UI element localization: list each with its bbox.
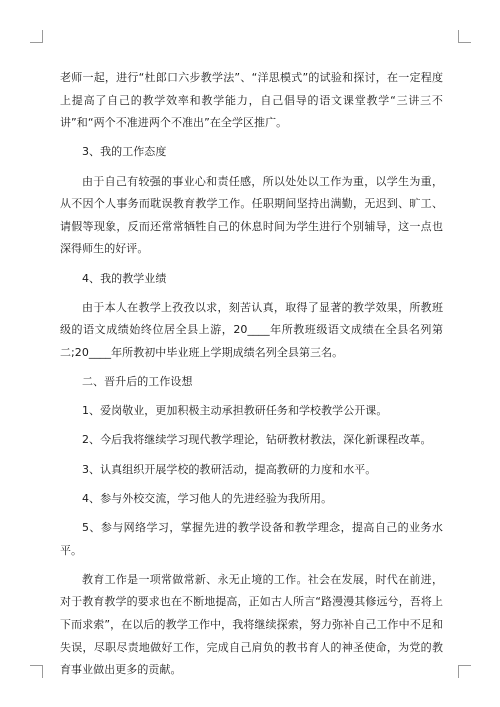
crop-mark-bottom-left [30, 665, 43, 678]
plan-item-2: 2、今后我将继续学习现代教学理论，钻研教材教法，深化新课程改革。 [82, 433, 432, 447]
section-heading-future-plans: 二、晋升后的工作设想 [82, 375, 193, 389]
plan-item-1: 1、爱岗敬业，更加积极主动承担教研任务和学校教学公开课。 [82, 404, 388, 418]
paragraph-work-attitude: 由于自己有较强的事业心和责任感，所以处处以工作为重，以学生为重，从不因个人事务而耽误教育教学工作。任职期间坚持出满勤，无迟到、旷工、请假等现象，反而还常常牺牲自己的休息时间为学生进行个别辅导，这一点也深得师生的好评。 [60, 174, 443, 256]
crop-mark-top-right [458, 30, 471, 43]
paragraph-continuation: 老师一起，进行“杜郎口六步教学法”、“洋思模式”的试验和探讨，在一定程度上提高了自己的教学效率和教学能力，自己倡导的语文课堂教学“三讲三不讲”和“两个不准进两个不准出”在全学区推广。 [60, 71, 443, 130]
paragraph-teaching-achievements: 由于本人在教学上孜孜以求，刻苦认真，取得了显著的教学效果，所教班级的语文成绩始终位居全县上游，20____年所教班级语文成绩在全县名列第二;20____年所教初中毕业班上学期成绩名列全县第三名。 [60, 300, 443, 359]
section-heading-teaching-achievements: 4、我的教学业绩 [82, 271, 167, 285]
document-body [60, 67, 443, 682]
section-heading-work-attitude: 3、我的工作态度 [82, 145, 167, 159]
paragraph-conclusion: 教育工作是一项常做常新、永无止境的工作。社会在发展，时代在前进，对于教育教学的要求也在不断地提高，正如古人所言“路漫漫其修远兮，吾将上下而求索”，在以后的教学工作中，我将继续探索，努力弥补自己工作中不足和失误，尽职尽责地做好工作，完成自己肩负的教书育人的神圣使命，为党的教育事业做出更多的贡献。 [60, 572, 443, 677]
plan-item-5: 5、参与网络学习，掌握先进的教学设备和教学理念，提高自己的业务水平。 [60, 521, 443, 557]
plan-item-4: 4、参与外校交流，学习他人的先进经验为我所用。 [82, 491, 333, 505]
plan-item-3: 3、认真组织开展学校的教研活动，提高教研的力度和水平。 [82, 462, 377, 476]
crop-mark-bottom-right [458, 665, 471, 678]
crop-mark-top-left [30, 30, 43, 43]
